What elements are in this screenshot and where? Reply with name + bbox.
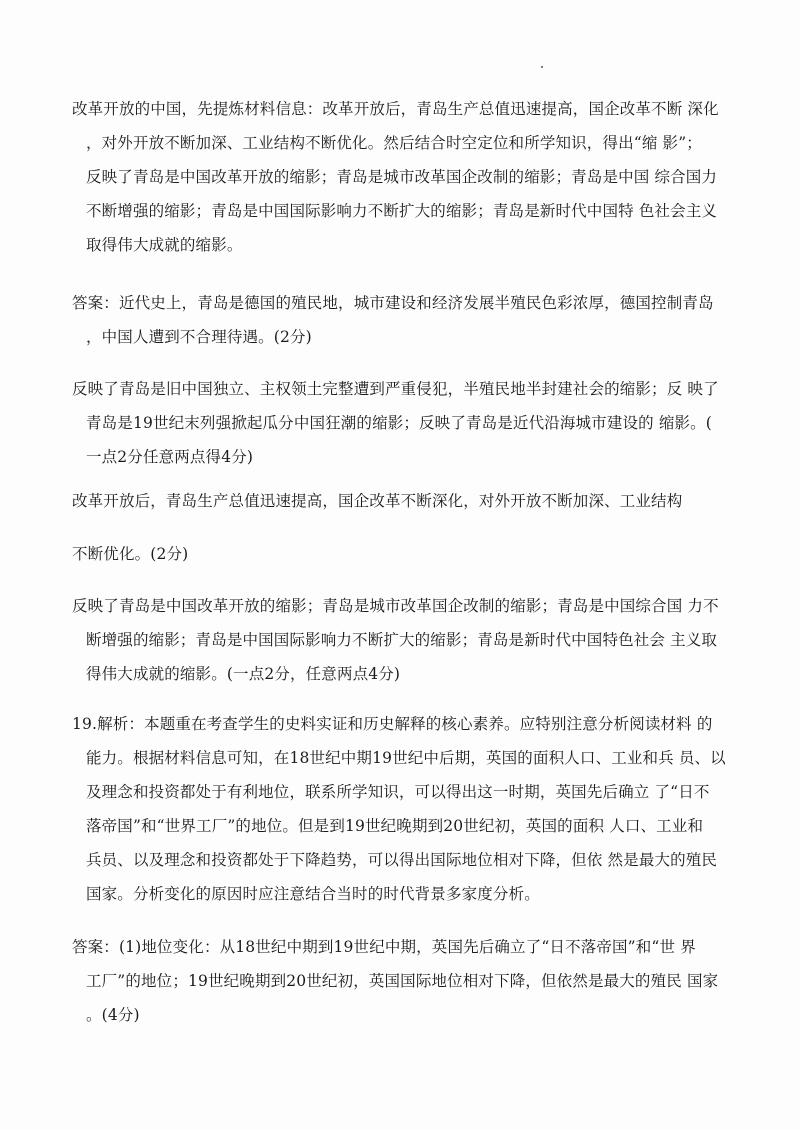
text-line: 得伟大成就的缩影。(一点2分，任意两点4分) [86,665,401,683]
text-line: 19.解析：本题重在考查学生的史料实证和历史解释的核心素养。应特别注意分析阅读材料 的 [72,715,713,733]
paragraph-reform-analysis [72,92,734,262]
paragraph-q19-answer [72,930,734,1032]
text-line: ，中国人遭到不合理待遇。(2分) [86,328,312,346]
text-line: 及理念和投资都处于有利地位，联系所学知识，可以得出这一时期，英国先后确立 了“日不 [86,783,710,801]
paragraph-reform-result-cont [72,537,734,571]
text-line: 断增强的缩影；青岛是中国国际影响力不断扩大的缩影；青岛是新时代中国特色社会 主义取 [86,631,718,649]
text-line: 落帝国”和“世界工厂”的地位。但是到19世纪晚期到20世纪初，英国的面积 人口、工业和 [86,817,704,835]
text-line: 改革开放的中国，先提炼材料信息：改革开放后，青岛生产总值迅速提高，国企改革不断 深化 [72,100,719,118]
text-line: 国家。分析变化的原因时应注意结合当时的时代背景多家度分析。 [86,885,540,903]
text-line: 反映了青岛是旧中国独立、主权领土完整遭到严重侵犯，半殖民地半封建社会的缩影；反 映了 [72,380,719,398]
paragraph-semi-colonial [72,372,734,474]
scan-speck [541,66,543,68]
text-line: 兵员、以及理念和投资都处于下降趋势，可以得出国际地位相对下降，但依 然是最大的殖民 [86,851,718,869]
text-line: 取得伟大成就的缩影。 [86,236,243,254]
paragraph-reform-result [72,484,734,518]
text-line: 反映了青岛是中国改革开放的缩影；青岛是城市改革国企改制的缩影；青岛是中国综合国 力不 [72,597,719,615]
text-line: 改革开放后，青岛生产总值迅速提高，国企改革不断深化，对外开放不断加深、工业结构 [72,492,683,510]
text-line: 。(4分) [86,1006,140,1024]
text-line: 不断增强的缩影；青岛是中国国际影响力不断扩大的缩影；青岛是新时代中国特 色社会主义 [86,202,718,220]
paragraph-epitome [72,589,734,691]
text-line: 答案：近代史上，青岛是德国的殖民地，城市建设和经济发展半殖民色彩浓厚，德国控制青岛 [72,294,714,312]
text-line: 不断优化。(2分) [72,545,189,563]
text-line: 一点2分任意两点得4分) [86,448,254,466]
paragraph-q19-analysis [72,707,734,911]
text-line: 反映了青岛是中国改革开放的缩影；青岛是城市改革国企改制的缩影；青岛是中国 综合国力 [86,168,718,186]
text-line: 青岛是19世纪末列强掀起瓜分中国狂潮的缩影；反映了青岛是近代沿海城市建设的 缩影。( [86,414,712,432]
text-line: 能力。根据材料信息可知，在18世纪中期19世纪中后期，英国的面积人口、工业和兵 员、以 [86,749,726,767]
text-line: 工厂”的地位；19世纪晚期到20世纪初，英国国际地位相对下降，但依然是最大的殖民 国家 [86,972,719,990]
text-line: ，对外开放不断加深、工业结构不断优化。然后结合时空定位和所学知识，得出“缩 影”； [86,134,702,152]
text-line: 答案：(1)地位变化：从18世纪中期到19世纪中期，英国先后确立了“日不落帝国”和“世 界 [72,938,696,956]
paragraph-answer-modern [72,286,734,354]
